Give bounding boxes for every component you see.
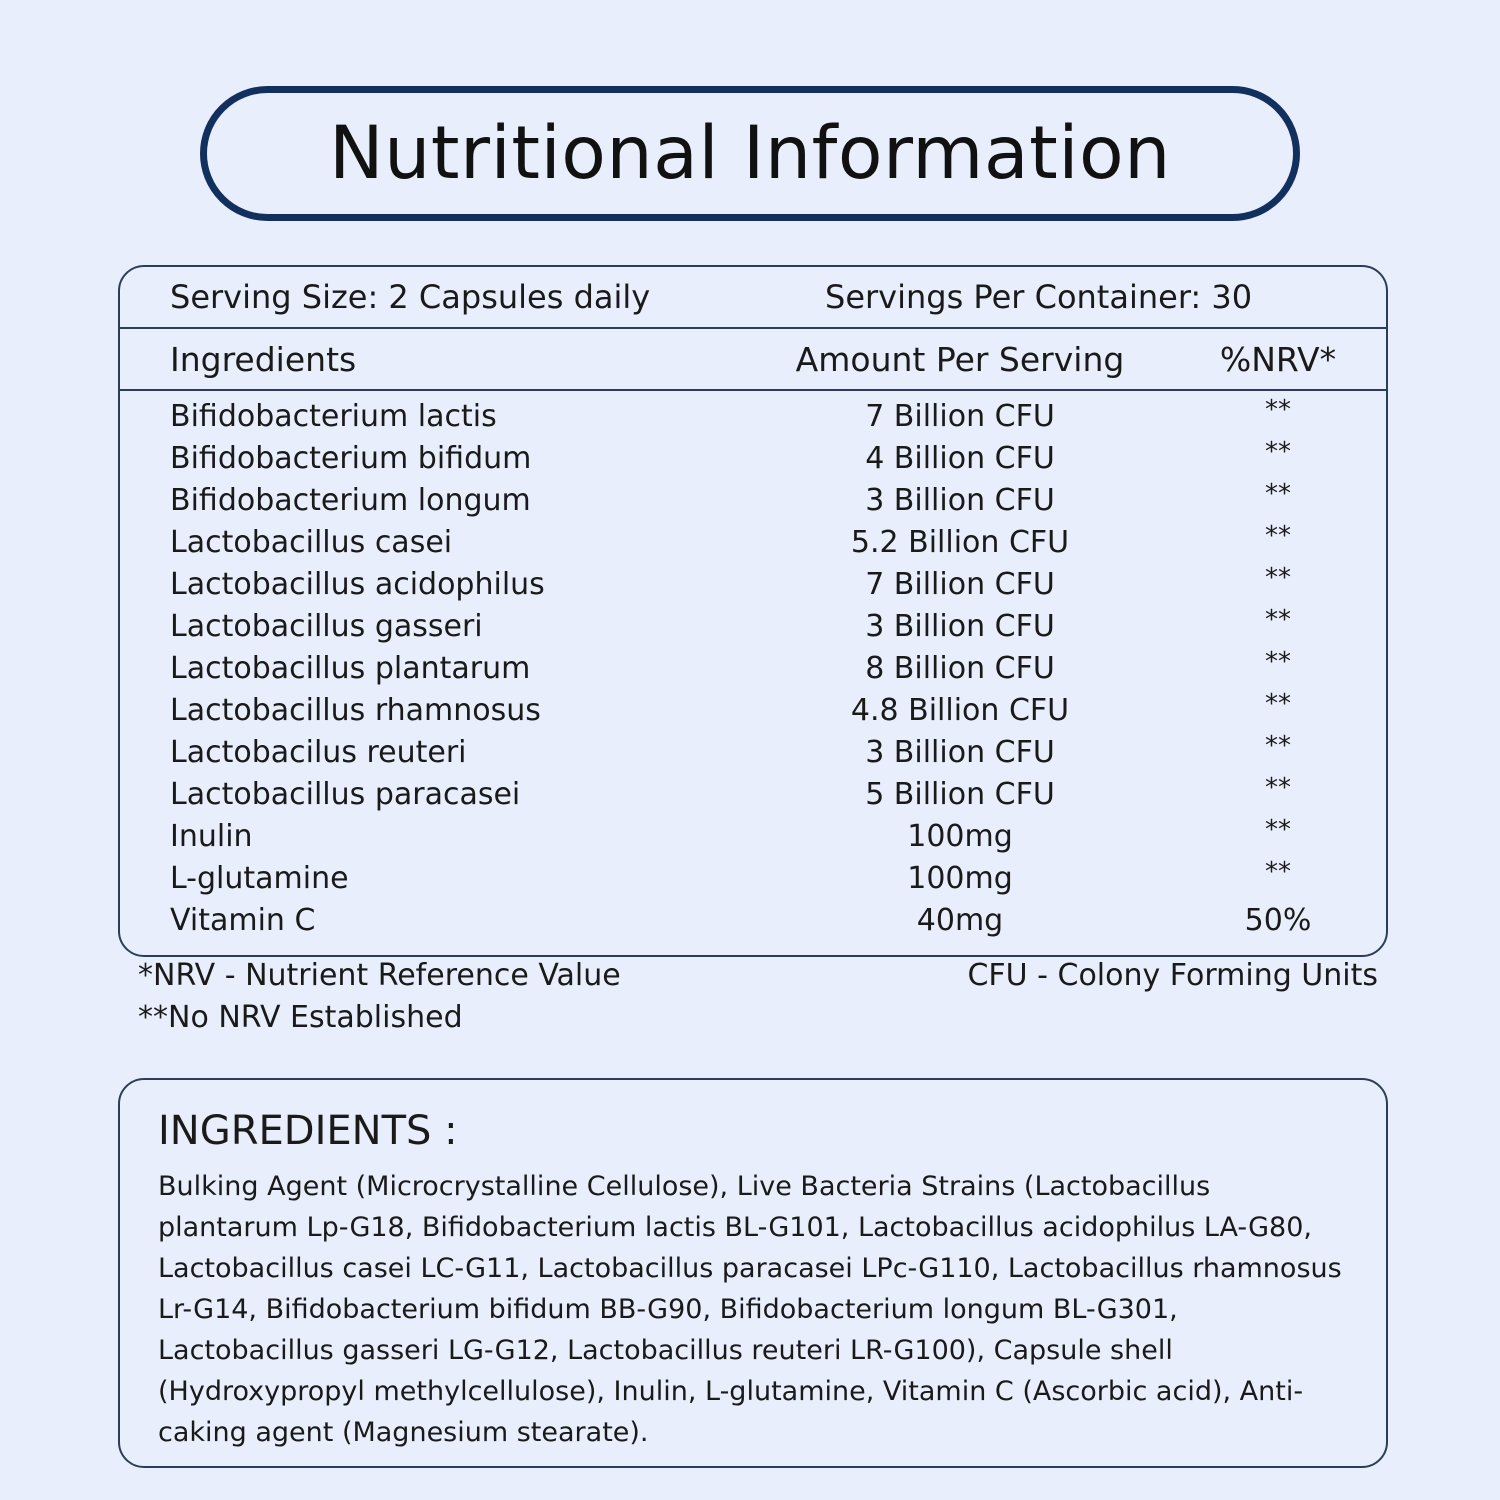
cell-nrv: ** xyxy=(1265,773,1291,803)
serving-size-label: Serving Size: 2 Capsules daily xyxy=(170,278,651,316)
footnote-no-nrv: **No NRV Established xyxy=(138,1000,463,1035)
table-row xyxy=(120,731,1386,777)
cell-amount: 3 Billion CFU xyxy=(865,735,1055,770)
cell-ingredient: Lactobacillus acidophilus xyxy=(170,567,545,602)
cell-ingredient: Lactobacillus gasseri xyxy=(170,609,483,644)
table-row xyxy=(120,395,1386,441)
table-row xyxy=(120,437,1386,483)
cell-amount: 5 Billion CFU xyxy=(865,777,1055,812)
cell-amount: 40mg xyxy=(916,903,1004,938)
table-row xyxy=(120,479,1386,525)
table-row xyxy=(120,521,1386,567)
cell-ingredient: Bifidobacterium bifidum xyxy=(170,441,532,476)
ingredients-heading: INGREDIENTS : xyxy=(158,1108,458,1154)
cell-nrv: ** xyxy=(1265,479,1291,509)
cell-nrv: ** xyxy=(1265,689,1291,719)
table-row xyxy=(120,773,1386,819)
cell-ingredient: Lactobacilus reuteri xyxy=(170,735,467,770)
cell-ingredient: L-glutamine xyxy=(170,861,349,896)
cell-nrv: ** xyxy=(1265,521,1291,551)
ingredients-panel xyxy=(118,1078,1388,1468)
cell-nrv: ** xyxy=(1265,815,1291,845)
cell-nrv: ** xyxy=(1265,857,1291,887)
cell-amount: 3 Billion CFU xyxy=(865,483,1055,518)
column-header-nrv: %NRV* xyxy=(1219,339,1337,379)
servings-per-container-label: Servings Per Container: 30 xyxy=(825,278,1253,316)
serving-info-row xyxy=(120,267,1386,329)
table-row xyxy=(120,605,1386,651)
table-row xyxy=(120,903,1386,945)
cell-ingredient: Lactobacillus casei xyxy=(170,525,453,560)
cell-amount: 100mg xyxy=(907,819,1013,854)
footnote-cfu-definition: CFU - Colony Forming Units xyxy=(967,958,1378,993)
cell-amount: 7 Billion CFU xyxy=(865,399,1055,434)
table-row xyxy=(120,647,1386,693)
cell-amount: 4.8 Billion CFU xyxy=(850,693,1070,728)
cell-amount: 100mg xyxy=(907,861,1013,896)
cell-nrv: ** xyxy=(1265,437,1291,467)
cell-nrv: ** xyxy=(1265,395,1291,425)
footnote-row-2 xyxy=(138,997,1378,1039)
nutrition-table-panel xyxy=(118,265,1388,957)
footnotes xyxy=(138,955,1378,1039)
cell-nrv: ** xyxy=(1265,731,1291,761)
cell-amount: 5.2 Billion CFU xyxy=(850,525,1070,560)
cell-ingredient: Bifidobacterium longum xyxy=(170,483,531,518)
cell-nrv: 50% xyxy=(1244,903,1312,938)
cell-ingredient: Lactobacillus paracasei xyxy=(170,777,521,812)
table-row xyxy=(120,857,1386,903)
cell-amount: 7 Billion CFU xyxy=(865,567,1055,602)
cell-nrv: ** xyxy=(1265,563,1291,593)
cell-ingredient: Vitamin C xyxy=(170,903,316,938)
column-header-amount: Amount Per Serving xyxy=(795,339,1125,379)
cell-amount: 3 Billion CFU xyxy=(865,609,1055,644)
cell-ingredient: Lactobacillus plantarum xyxy=(170,651,531,686)
footnote-nrv-definition: *NRV - Nutrient Reference Value xyxy=(138,958,621,993)
ingredients-text: Bulking Agent (Microcrystalline Cellulose), Live Bacteria Strains (Lactobacillus plantarum Lp-G18, Bifidobacterium lactis BL-G101, Lactobacillus acidophilus LA-G80, Lactobacillus casei LC-G11, Lactobacillus paracasei LPc-G110, Lactobacillus rhamnosus Lr-G14, Bifidobacterium bifidum BB-G90, Bifidobacterium longum BL-G301, Lactobacillus gasseri LG-G12, Lactobacillus reuteri LR-G100), Capsule shell (Hydroxypropyl methylcellulose), Inulin, L-glutamine, Vitamin C (Ascorbic acid), Anti-caking agent (Magnesium stearate). xyxy=(158,1171,1342,1448)
table-body xyxy=(120,391,1386,955)
page-title: Nutritional Information xyxy=(329,111,1171,196)
footnote-row-1 xyxy=(138,955,1378,997)
cell-nrv: ** xyxy=(1265,647,1291,677)
cell-ingredient: Bifidobacterium lactis xyxy=(170,399,497,434)
table-row xyxy=(120,563,1386,609)
table-row xyxy=(120,689,1386,735)
cell-amount: 4 Billion CFU xyxy=(865,441,1055,476)
page-title-container xyxy=(200,86,1300,221)
cell-ingredient: Lactobacillus rhamnosus xyxy=(170,693,541,728)
cell-ingredient: Inulin xyxy=(170,819,253,854)
column-header-ingredients: Ingredients xyxy=(170,339,357,379)
table-row xyxy=(120,815,1386,861)
cell-nrv: ** xyxy=(1265,605,1291,635)
cell-amount: 8 Billion CFU xyxy=(865,651,1055,686)
table-header-row xyxy=(120,329,1386,391)
